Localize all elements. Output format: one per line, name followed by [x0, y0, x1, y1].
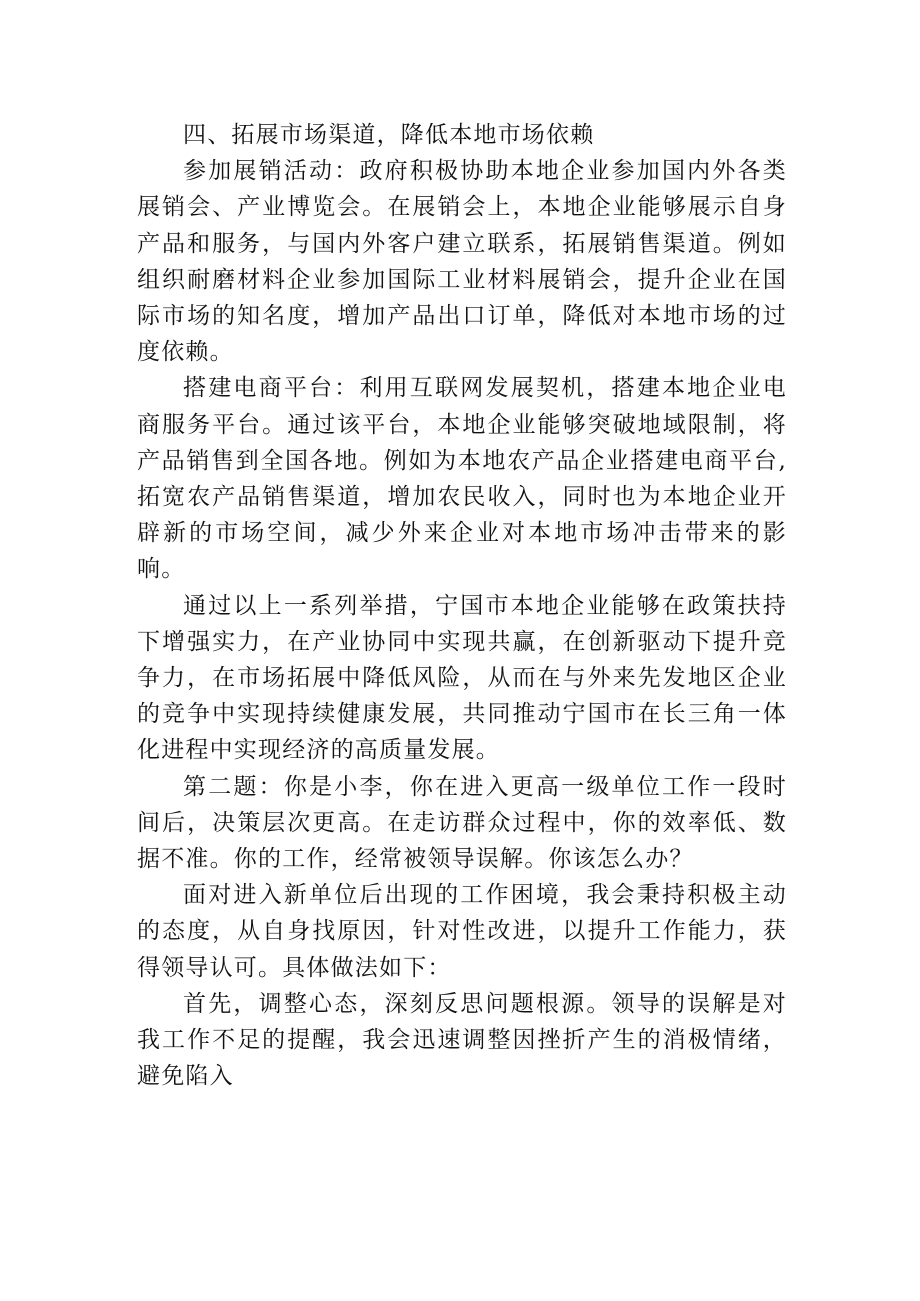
question-two: 第二题：你是小李，你在进入更高一级单位工作一段时间后，决策层次更高。在走访群众过程中，你的效率低、数据不准。你的工作，经常被领导误解。你该怎么办？: [137, 773, 787, 873]
answer-intro: 面对进入新单位后出现的工作困境，我会秉持积极主动的态度，从自身找原因，针对性改进，以提升工作能力，获得领导认可。具体做法如下：: [137, 882, 787, 981]
document-body: [137, 117, 787, 1094]
section-heading: 四、拓展市场渠道，降低本地市场依赖: [183, 122, 595, 148]
paragraph-exhibitions: 参加展销活动：政府积极协助本地企业参加国内外各类展销会、产业博览会。在展销会上，本地企业能够展示自身产品和服务，与国内外客户建立联系，拓展销售渠道。例如组织耐磨材料企业参加国际工业材料展销会，提升企业在国际市场的知名度，增加产品出口订单，降低对本地市场的过度依赖。: [137, 158, 787, 366]
answer-first-step: 首先，调整心态，深刻反思问题根源。领导的误解是对我工作不足的提醒，我会迅速调整因挫折产生的消极情绪，避免陷入: [137, 990, 787, 1090]
paragraph-ecommerce: 搭建电商平台：利用互联网发展契机，搭建本地企业电商服务平台。通过该平台，本地企业能够突破地域限制，将产品销售到全国各地。例如为本地农产品企业搭建电商平台,拓宽农产品销售渠道，增加农民收入，同时也为本地企业开辟新的市场空间，减少外来企业对本地市场冲击带来的影响。: [137, 375, 787, 583]
paragraph-summary: 通过以上一系列举措，宁国市本地企业能够在政策扶持下增强实力，在产业协同中实现共赢，在创新驱动下提升竞争力，在市场拓展中降低风险，从而在与外来先发地区企业的竞争中实现持续健康发展，共同推动宁国市在长三角一体化进程中实现经济的高质量发展。: [137, 592, 787, 764]
